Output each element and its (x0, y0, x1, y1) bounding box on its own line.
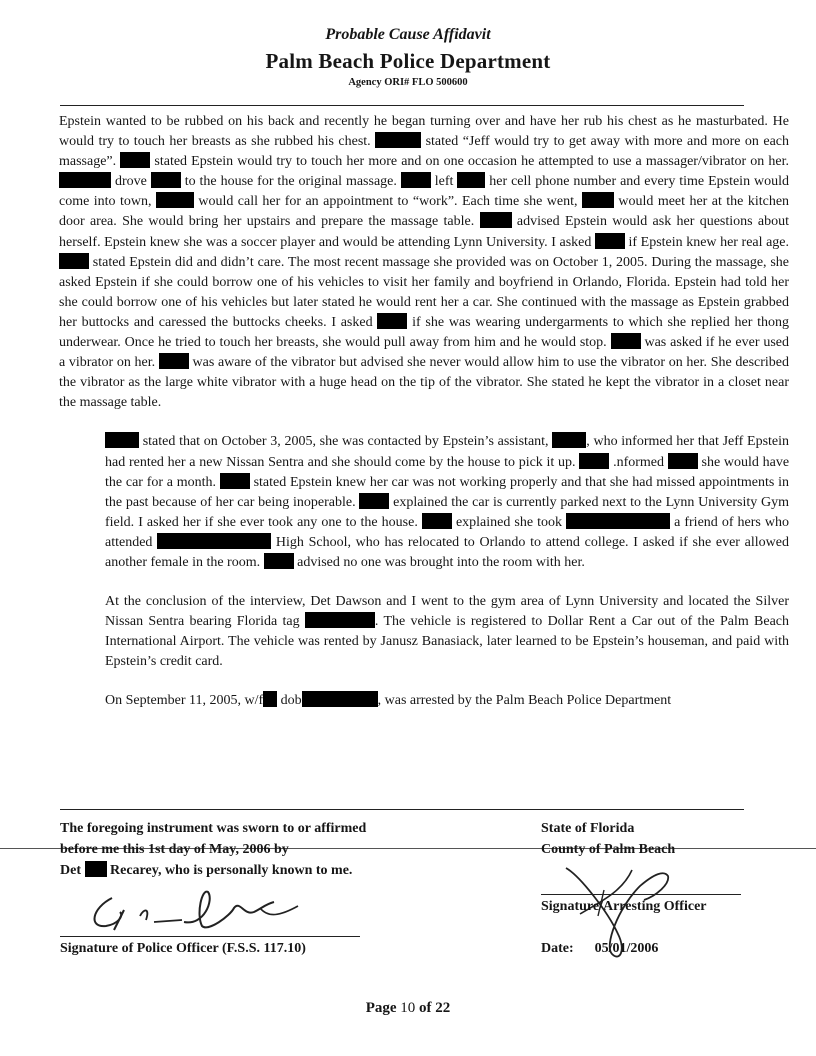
police-officer-caption: Signature of Police Officer (F.S.S. 117.10) (60, 941, 306, 956)
redaction (375, 132, 421, 148)
arresting-officer-caption: Signature/Arresting Officer (541, 899, 707, 914)
redaction (59, 172, 111, 188)
redaction (159, 353, 189, 369)
sworn-line-2: before me this 1st day of May, 2006 by (60, 842, 289, 857)
notary-signature-line (60, 936, 360, 937)
page-suffix: of 22 (419, 1000, 451, 1016)
date-value: 05/01/2006 (594, 941, 659, 956)
agency-ori: Agency ORI# FLO 500600 (348, 77, 468, 88)
page-number: 10 (400, 1000, 416, 1016)
sworn-statement (60, 818, 460, 881)
paragraph-arrest: On September 11, 2005, w/f dob , was arrested by the Palm Beach Police Department (105, 693, 672, 709)
paragraph-vehicle-location: At the conclusion of the interview, Det Dawson and I went to the gym area of Lynn University and located the Silver Nissan Sentra bearing Florida tag . The vehicle is registered to Dollar Rent a Car out of the Palm Beach International Airport. The vehicle was rented by Janusz Banasiack, later learned to be Epstein’s houseman, and paid with Epstein’s credit card. (105, 594, 790, 670)
document-type: Probable Cause Affidavit (325, 26, 491, 43)
page-counter (0, 1000, 816, 1017)
redaction (359, 493, 389, 509)
sworn-line-1: The foregoing instrument was sworn to or affirmed (60, 821, 367, 836)
redaction (611, 333, 641, 349)
department-title: Palm Beach Police Department (265, 49, 551, 73)
page-prefix: Page (365, 1000, 397, 1016)
paragraph-massage-account: Epstein wanted to be rubbed on his back and recently he began turning over and have her rub his chest as he masturbated. He would try to touch her breasts as she rubbed his chest. stated “Jeff would try to get away with more and more on each massage”. stated Epstein would try to touch her more and on one occasion he attempted to use a massager/vibrator on her. drove to the house for the original massage. left her cell phone number and every time Epstein would come into town, would call her for an appointment to “work”. Each time she went, would meet her at the kitchen door area. She would bring her upstairs and prepare the massage table. advised Epstein would ask her questions about herself. Epstein knew she was a soccer player and would be attending Lynn University. I asked if Epstein knew her real age. stated Epstein did and didn’t care. The most recent massage she provided was on October 1, 2005. During the massage, she asked Epstein if she could borrow one of his vehicles to visit her family and boyfriend in Orlando, Florida. Epstein had told her she could borrow one of his vehicles but later stated he would rent her a car. She continued with the massage as Epstein grabbed her buttocks and caressed the buttocks cheeks. I asked if she was wearing undergarments to which she replied her thong underwear. Once he tried to touch her breasts, she would pull away from him and he would stop. was asked if he ever used a vibrator on her. was aware of the vibrator but advised she never would allow him to use the vibrator on her. She described the vibrator as the large white vibrator with a huge head on the tip of the vibrator. She stated he kept the vibrator in a closet near the massage table. (59, 114, 790, 411)
redaction (480, 212, 512, 228)
redaction (422, 513, 452, 529)
header-divider (60, 105, 744, 106)
redaction (668, 453, 698, 469)
redaction (377, 313, 407, 329)
redaction (105, 432, 139, 448)
county-label: County of Palm Beach (541, 842, 676, 857)
redaction (120, 152, 150, 168)
redaction (457, 172, 485, 188)
redaction (401, 172, 431, 188)
redaction (582, 192, 614, 208)
arresting-signature-line (541, 894, 741, 895)
sworn-line-3: Det Recarey, who is personally known to me. (60, 863, 353, 878)
notary-signature (84, 886, 324, 936)
redaction (156, 192, 194, 208)
paragraph-rental-car: stated that on October 3, 2005, she was contacted by Epstein’s assistant, , who informed her that Jeff Epstein had rented her a new Nissan Sentra and she should come by the house to pick it up. .nformed she would have the car for a month. stated Epstein knew her car was not working properly and that she had missed appointments in the past because of her car being inoperable. explained the car is currently parked next to the Lynn University Gym field. I asked her if she ever took any one to the house. explained she took a friend of hers who attended High School, who has relocated to Orlando to attend college. I asked if she ever allowed another female in the room. advised no one was brought into the room with her. (105, 434, 790, 570)
date-label: Date: (541, 941, 574, 956)
redaction (220, 473, 250, 489)
signature-divider (60, 809, 744, 810)
redaction (552, 432, 586, 448)
redaction (579, 453, 609, 469)
redaction (151, 172, 181, 188)
redaction (566, 513, 670, 529)
signature-date (541, 941, 658, 957)
redaction (302, 691, 378, 707)
redaction (85, 861, 107, 877)
redaction (595, 233, 625, 249)
redaction (59, 253, 89, 269)
redaction (263, 691, 277, 707)
redaction (305, 612, 375, 628)
affidavit-body (59, 112, 789, 712)
redaction (157, 533, 271, 549)
state-label: State of Florida (541, 821, 635, 836)
redaction (264, 553, 294, 569)
jurisdiction-block (541, 818, 801, 860)
